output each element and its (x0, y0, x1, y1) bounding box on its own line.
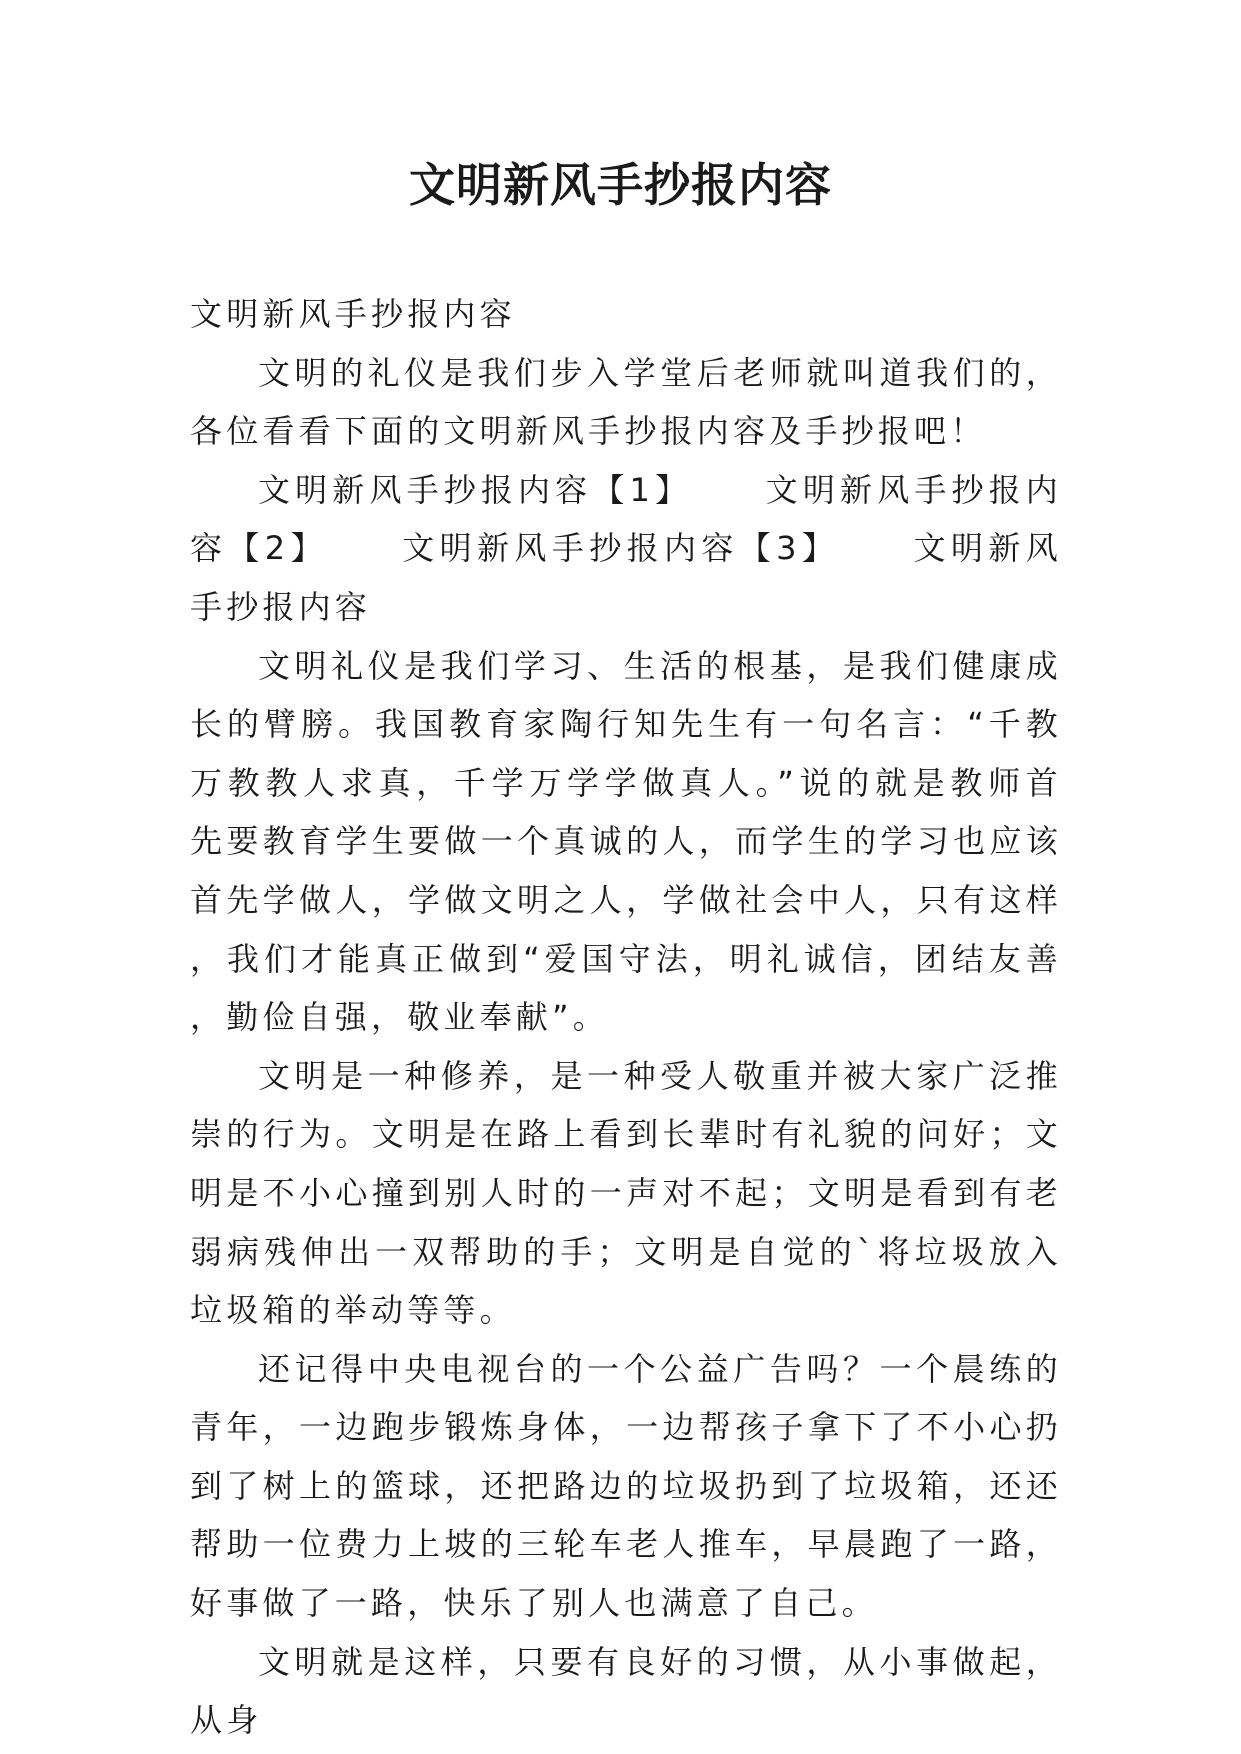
document-title: 文明新风手抄报内容 (409, 158, 832, 212)
paragraph-body-2: 文明是一种修养，是一种受人敬重并被大家广泛推崇的行为。文明是在路上看到长辈时有礼貌的问好；文明是不小心撞到别人时的一声对不起；文明是看到有老弱病残伸出一双帮助的手；文明是自觉的`将垃圾放入垃圾箱的举动等等。 (190, 1056, 1062, 1330)
paragraph-links: 文明新风手抄报内容【1】 文明新风手抄报内容【2】 文明新风手抄报内容【3】 文明新风手抄报内容 (190, 470, 1062, 626)
document-body (190, 285, 1062, 1750)
paragraph-heading: 文明新风手抄报内容 (190, 295, 516, 333)
paragraph-body-4: 文明就是这样，只要有良好的习惯，从小事做起，从身 (190, 1642, 1062, 1740)
paragraph-body-1: 文明礼仪是我们学习、生活的根基，是我们健康成长的臂膀。我国教育家陶行知先生有一句名言：“千教万教教人求真，千学万学学做真人。”说的就是教师首先要教育学生要做一个真诚的人，而学生的学习也应该首先学做人，学做文明之人，学做社会中人，只有这样，我们才能真正做到“爱国守法，明礼诚信，团结友善，勤俭自强，敬业奉献”。 (190, 646, 1062, 1037)
paragraph-body-3: 还记得中央电视台的一个公益广告吗？一个晨练的青年，一边跑步锻炼身体，一边帮孩子拿下了不小心扔到了树上的篮球，还把路边的垃圾扔到了垃圾箱，还还帮助一位费力上坡的三轮车老人推车，早晨跑了一路，好事做了一路，快乐了别人也满意了自己。 (190, 1349, 1062, 1623)
paragraph-intro: 文明的礼仪是我们步入学堂后老师就叫道我们的，各位看看下面的文明新风手抄报内容及手抄报吧！ (190, 353, 1062, 451)
